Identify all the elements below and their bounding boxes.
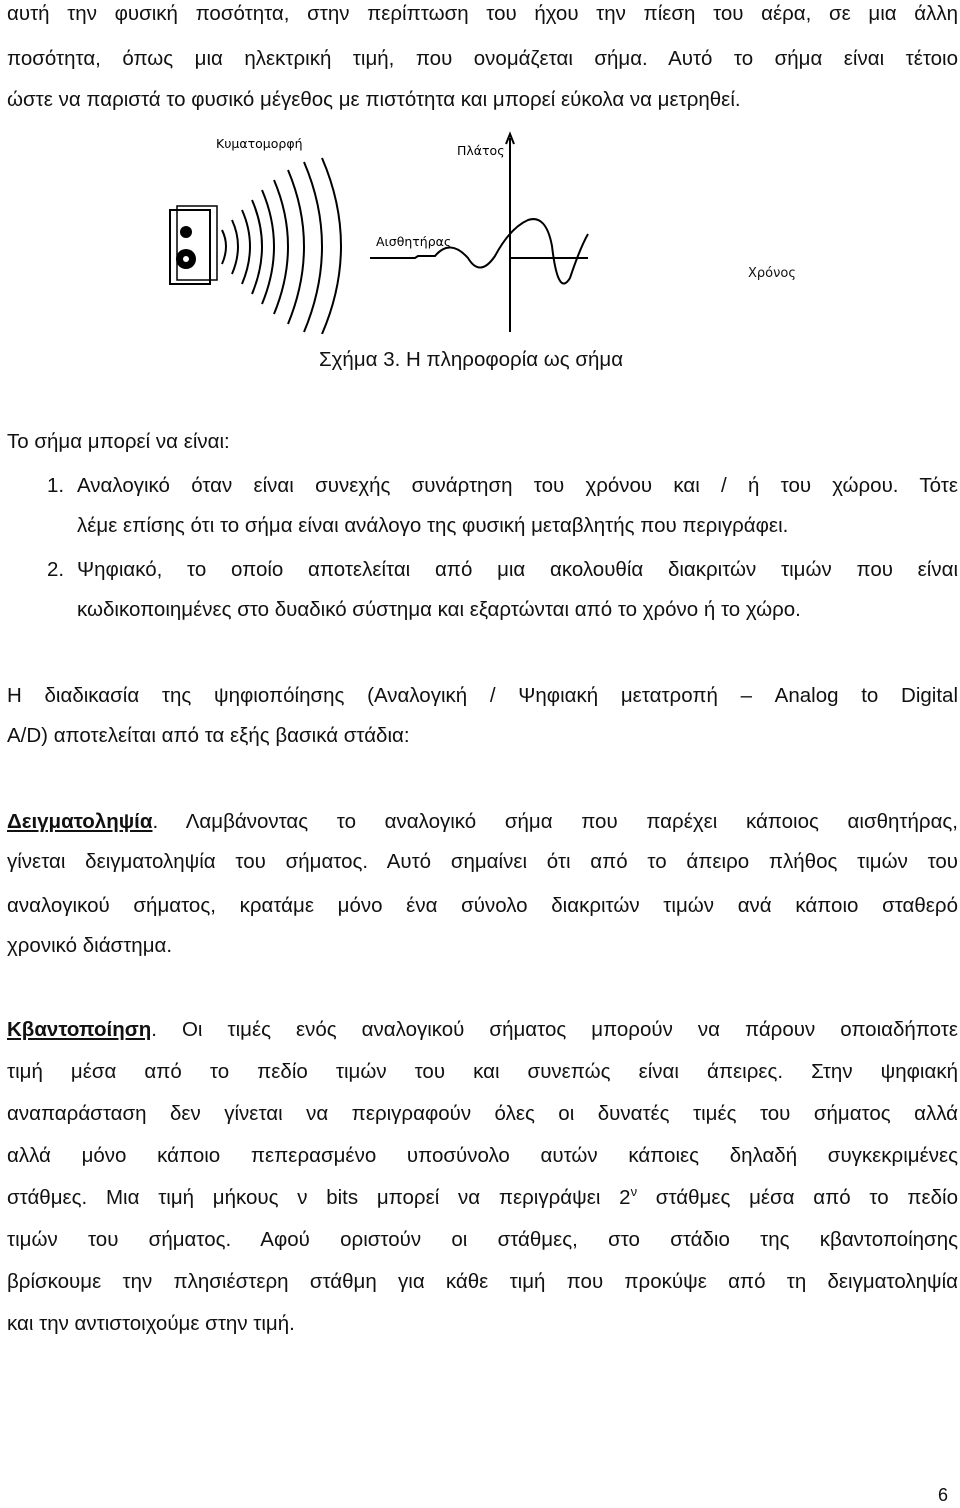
- quantization-line-5: [7, 1186, 958, 1210]
- sound-waves-icon: [222, 158, 341, 334]
- list-item-2-line-2: κωδικοποιημένες στο δυαδικό σύστημα και εξαρτώνται από το χρόνο ή το χώρο.: [77, 598, 801, 621]
- intro-line-1: αυτή την φυσική ποσότητα, στην περίπτωση του ήχου την πίεση του αέρα, σε μια άλλη: [7, 2, 958, 25]
- list-item-2-line-1: Ψηφιακό, το οποίο αποτελείται από μια ακολουθία διακριτών τιμών που είναι: [77, 558, 958, 581]
- intro-line-3: ώστε να παριστά το φυσικό μέγεθος με πιστότητα και μπορεί εύκολα να μετρηθεί.: [7, 88, 741, 111]
- speaker-icon: [170, 206, 217, 284]
- list-number-2: 2.: [47, 558, 65, 581]
- quantization-line-5-sup: ν: [630, 1184, 638, 1199]
- page-number: 6: [937, 1485, 948, 1505]
- intro-line-2: ποσότητα, όπως μια ηλεκτρική τιμή, που ονομάζεται σήμα. Αυτό το σήμα είναι τέτοιο: [7, 47, 958, 70]
- quantization-line-5-pre: στάθμες. Μια τιμή μήκους ν bits μπορεί να περιγράψει 2: [7, 1186, 631, 1209]
- list-item-1-line-2: λέμε επίσης ότι το σήμα είναι ανάλογο της φυσική μεταβλητής που περιγράφει.: [77, 514, 789, 537]
- signal-waveform: [370, 219, 588, 284]
- quantization-line-1: [7, 1018, 958, 1042]
- quantization-line-7: βρίσκουμε την πλησιέστερη στάθμη για κάθε τιμή που προκύψε από τη δειγματοληψία: [7, 1270, 958, 1293]
- list-number-1: 1.: [47, 474, 65, 497]
- quantization-line-6: τιμών του σήματος. Αφού οριστούν οι στάθμες, στο στάδιο της κβαντοποίησης: [7, 1228, 958, 1251]
- axes: [506, 134, 588, 332]
- sampling-line-1-text: . Λαμβάνοντας το αναλογικό σήμα που παρέχει κάποιος αισθητήρας,: [152, 810, 958, 833]
- figure-caption: Σχήμα 3. Η πληροφορία ως σήμα: [319, 348, 624, 371]
- sampling-line-4: χρονικό διάστημα.: [7, 934, 173, 957]
- quantization-term: Κβαντοποίηση: [7, 1018, 152, 1041]
- quantization-line-8: και την αντιστοιχούμε στην τιμή.: [7, 1312, 295, 1335]
- sampling-line-3: αναλογικού σήματος, κρατάμε μόνο ένα σύνολο διακριτών τιμών ανά κάποιο σταθερό: [7, 894, 958, 917]
- sensor-label: Αισθητήρας: [376, 234, 452, 249]
- process-line-2: A/D) αποτελείται από τα εξής βασικά στάδια:: [7, 724, 410, 747]
- process-line-1: Η διαδικασία της ψηφιοπόίησης (Αναλογική / Ψηφιακή μετατροπή – Analog to Digital: [7, 684, 958, 707]
- quantization-line-3: αναπαράσταση δεν γίνεται να περιγραφούν όλες οι δυνατές τιμές του σήματος αλλά: [7, 1102, 958, 1125]
- quantization-line-5-post: στάθμες μέσα από το πεδίο: [637, 1186, 958, 1209]
- sampling-line-1: [7, 810, 958, 834]
- signal-figure: [150, 128, 590, 334]
- sampling-term: Δειγματοληψία: [7, 810, 153, 833]
- waveform-label: Κυματομορφή: [216, 136, 303, 151]
- quantization-line-2: τιμή μέσα από το πεδίο τιμών του και συνεπώς είναι άπειρες. Στην ψηφιακή: [7, 1060, 958, 1083]
- quantization-line-1-text: . Οι τιμές ενός αναλογικού σήματος μπορούν να πάρουν οποιαδήποτε: [151, 1018, 958, 1041]
- amplitude-label: Πλάτος: [457, 143, 505, 158]
- quantization-line-4: αλλά μόνο κάποιο πεπερασμένο υποσύνολο αυτών κάποιες δηλαδή συγκεκριμένες: [7, 1144, 958, 1167]
- time-axis-label: Χρόνος: [748, 266, 796, 281]
- list-item-1-line-1: Αναλογικό όταν είναι συνεχής συνάρτηση του χρόνου και / ή του χώρου. Τότε: [77, 474, 958, 497]
- list-intro: Το σήμα μπορεί να είναι:: [7, 430, 230, 453]
- sampling-line-2: γίνεται δειγματοληψία του σήματος. Αυτό σημαίνει ότι από το άπειρο πλήθος τιμών του: [7, 850, 958, 873]
